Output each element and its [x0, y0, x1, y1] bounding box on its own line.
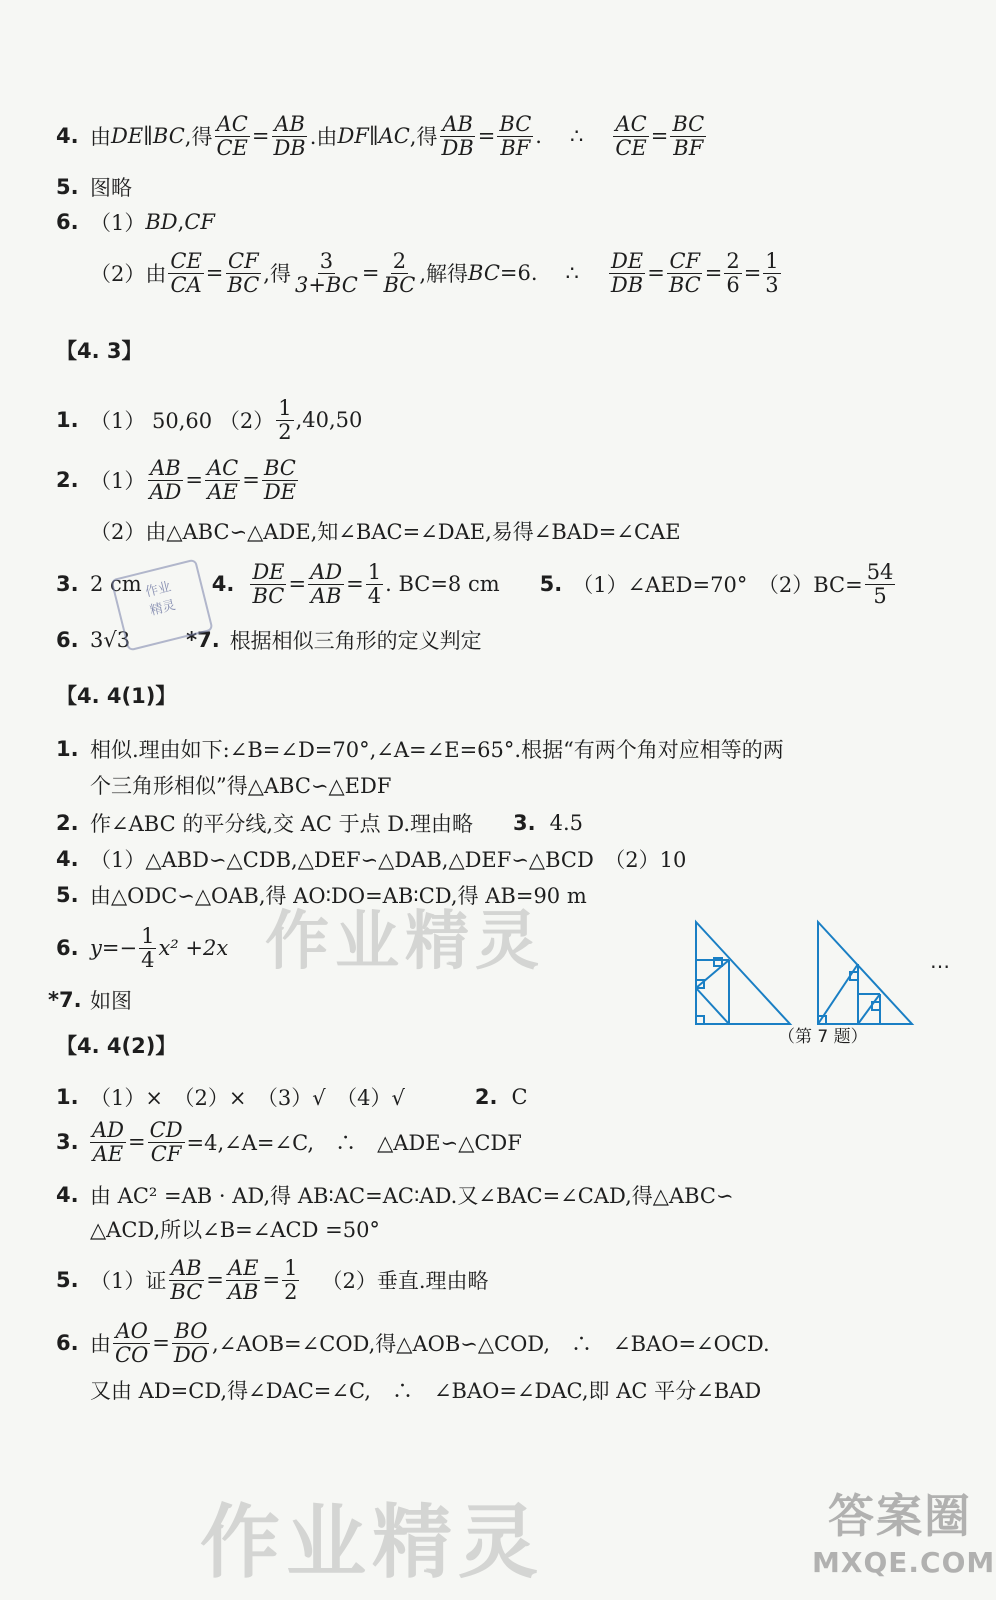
answer-text: 如图	[90, 989, 132, 1013]
equals: =	[128, 1130, 146, 1154]
fraction: $\frac{BO}{DO}$	[173, 1318, 208, 1367]
fraction: $\frac{1}{4}$	[141, 923, 155, 972]
text: AC	[378, 124, 410, 148]
text: ,40,50	[295, 408, 363, 432]
answer-b3-body	[90, 561, 897, 607]
fraction: $\frac{AB}{BC}$	[170, 1255, 203, 1304]
answer-text: （1）△ABD∽△CDB,△DEF∽△DAB,△DEF∽△BCD （2）10	[90, 848, 687, 872]
answer-text: （2）由△ABC∽△ADE,知∠BAC=∠DAE,易得∠BAD=∠CAE	[90, 520, 681, 544]
part-label: （1）	[90, 469, 146, 493]
fraction: $\frac{AE}{AB}$	[227, 1255, 259, 1304]
equals: =	[704, 261, 723, 285]
equals: =	[743, 261, 762, 285]
equals: =	[205, 261, 224, 285]
text: .	[535, 124, 542, 148]
item-number: 6.	[56, 628, 79, 652]
text: DF	[337, 124, 369, 148]
answer-text: △ACD,所以∠B=∠ACD =50°	[90, 1218, 380, 1242]
equals: =	[346, 572, 364, 596]
text: （1）证	[90, 1269, 167, 1293]
text: 4.5	[549, 811, 584, 835]
equals: =	[185, 468, 203, 492]
fraction: $\frac{CE}{CA}$	[170, 248, 202, 297]
text: ,∠AOB=∠COD,得△AOB∽△COD, ∴ ∠BAO=∠OCD.	[211, 1332, 770, 1356]
text: 由	[90, 1332, 111, 1356]
answer-c6-body	[90, 925, 228, 971]
fraction: $\frac{BC}{BF}$	[499, 111, 532, 160]
fraction: $\frac{1}{4}$	[367, 559, 382, 608]
answer-d5-body	[90, 1257, 489, 1303]
fraction: $\frac{54}{5}$	[866, 559, 894, 608]
section-heading: 【4. 3】	[56, 339, 143, 363]
text: DE	[111, 124, 144, 148]
item-number: 1.	[56, 737, 79, 761]
answer-c2-body	[90, 808, 583, 838]
fraction: $\frac{DE}{BC}$	[252, 559, 285, 608]
stamp-text: 作业	[143, 579, 173, 601]
answer-4-body	[90, 113, 708, 159]
answer-d6-body	[90, 1320, 770, 1366]
answer-b2-body	[90, 457, 300, 503]
text: C	[511, 1085, 528, 1109]
part-label: （2）	[90, 262, 146, 286]
text: ,得	[409, 125, 438, 149]
therefore-symbol: ∴	[569, 124, 584, 148]
item-number: 3.	[513, 811, 536, 835]
fraction: $\frac{CF}{BC}$	[227, 248, 260, 297]
item-number: 5.	[56, 175, 79, 199]
fraction: $\frac{CF}{BC}$	[668, 248, 701, 297]
text: CF	[184, 210, 215, 234]
item-number: 4.	[56, 1183, 79, 1207]
fraction: $\frac{AC}{AE}$	[207, 455, 239, 504]
equals: =	[152, 1331, 170, 1355]
fraction: $\frac{BC}{DE}$	[263, 455, 297, 504]
equals: =	[251, 124, 270, 148]
equals: =	[242, 468, 260, 492]
fraction: $\frac{AC}{CE}$	[216, 111, 248, 160]
text: ,得	[263, 262, 291, 286]
item-number: 4.	[56, 124, 79, 148]
fraction: $\frac{1}{2}$	[284, 1255, 298, 1304]
text: 2 cm	[90, 572, 142, 596]
fraction: $\frac{3}{3+BC}$	[294, 248, 358, 297]
equals: =	[650, 124, 669, 148]
text: 3√3	[90, 628, 131, 652]
fraction: $\frac{DE}{DB}$	[610, 248, 644, 297]
part-label: （1）	[90, 211, 146, 235]
item-number: 4.	[56, 847, 79, 871]
item-number: 4.	[211, 572, 235, 596]
answer-text: 个三角形相似”得△ABC∽△EDF	[90, 774, 392, 798]
text: =6.	[499, 261, 538, 285]
text: 由	[145, 262, 167, 286]
text: （1） 50,60 （2）	[90, 409, 275, 433]
therefore-symbol: ∴	[565, 261, 579, 285]
answer-6b-body	[90, 250, 783, 296]
text: y=−	[90, 936, 138, 960]
equals: =	[262, 1268, 281, 1292]
fraction: $\frac{AB}{DB}$	[441, 111, 474, 160]
equals: =	[647, 261, 665, 285]
text: ∥	[143, 124, 153, 148]
fraction: $\frac{AC}{CE}$	[615, 111, 647, 160]
item-number: 2.	[474, 1085, 498, 1109]
fraction: $\frac{2}{6}$	[726, 248, 740, 297]
answer-text: 相似.理由如下:∠B=∠D=70°,∠A=∠E=65°.根据“有两个角对应相等的两	[90, 738, 784, 762]
equals: =	[206, 1268, 224, 1292]
item-number: 1.	[56, 1085, 79, 1109]
fraction: $\frac{AD}{AE}$	[92, 1117, 125, 1166]
fraction: $\frac{BC}{BF}$	[672, 111, 705, 160]
fraction: $\frac{AB}{DB}$	[273, 111, 306, 160]
watermark-text: 作业精灵	[265, 905, 545, 979]
fraction: $\frac{1}{2}$	[278, 395, 292, 444]
equals: =	[288, 572, 307, 596]
text: 由	[90, 125, 111, 149]
text: 作∠ABC 的平分线,交 AC 于点 D.理由略	[90, 812, 474, 836]
text: BC	[468, 261, 500, 285]
text: =4,∠A=∠C, ∴ △ADE∽△CDF	[186, 1131, 522, 1155]
text: .由	[309, 125, 338, 149]
item-number: 6.	[56, 936, 79, 960]
brand-site: MXQE.COM	[812, 1546, 996, 1579]
equals: =	[477, 124, 496, 148]
item-number: 6.	[56, 210, 79, 234]
fraction: $\frac{AO}{CO}$	[115, 1318, 149, 1367]
answer-text: 图略	[90, 176, 132, 200]
fraction: $\frac{AD}{AB}$	[310, 559, 343, 608]
fraction: $\frac{CD}{CF}$	[149, 1117, 183, 1166]
text: （1）∠AED=70° （2）BC=	[572, 573, 863, 597]
item-number: 6.	[56, 1331, 79, 1355]
equals: =	[361, 261, 380, 285]
answer-b1-body	[90, 397, 362, 443]
item-number: 2.	[56, 468, 79, 492]
text: x² +2x	[158, 936, 229, 960]
answer-text: 又由 AD=CD,得∠DAC=∠C, ∴ ∠BAO=∠DAC,即 AC 平分∠BAD	[90, 1379, 762, 1403]
answer-6-body	[90, 207, 215, 237]
item-number: 5.	[56, 1268, 79, 1292]
answer-d3-body	[88, 1119, 522, 1165]
answer-text: 由 AC² =AB · AD,得 AB∶AC=AC∶AD.又∠BAC=∠CAD,得△ABC∽	[90, 1184, 734, 1208]
figure-question-7	[694, 918, 964, 1030]
brand-text: 答案圈	[828, 1489, 972, 1543]
text: ∥	[368, 124, 379, 148]
text: 根据相似三角形的定义判定	[229, 629, 482, 653]
item-number: 3.	[56, 1130, 79, 1154]
item-number: 5.	[56, 883, 79, 907]
fraction: $\frac{AB}{AD}$	[149, 455, 182, 504]
answer-text: 由△ODC∽△OAB,得 AO∶DO=AB∶CD,得 AB=90 m	[90, 884, 587, 908]
text: ,	[177, 210, 185, 234]
item-number: 1.	[56, 408, 79, 432]
section-heading: 【4. 4(2)】	[56, 1034, 177, 1058]
section-heading: 【4. 4(1)】	[56, 684, 177, 708]
fraction: $\frac{2}{BC}$	[383, 248, 416, 297]
text: ,解得	[419, 262, 469, 286]
answer-d1-body	[90, 1082, 528, 1112]
text: BD	[145, 210, 178, 234]
text: （2）垂直.理由略	[321, 1269, 489, 1293]
stamp-text: 精灵	[148, 597, 178, 619]
text: BC	[152, 124, 185, 148]
figure-ellipsis: …	[930, 949, 950, 973]
item-number: *7.	[186, 628, 220, 652]
text: （1）× （2）× （3）√ （4）√	[90, 1086, 405, 1110]
item-number: 3.	[56, 572, 79, 596]
text: . BC=8 cm	[385, 572, 500, 596]
brand-logo	[812, 1480, 996, 1588]
figure-caption: （第 7 题）	[778, 1027, 868, 1047]
fraction: $\frac{1}{3}$	[765, 248, 779, 297]
item-number: 5.	[539, 572, 563, 596]
item-number: 2.	[56, 811, 79, 835]
item-number: *7.	[48, 988, 82, 1012]
watermark-text: 作业精灵	[200, 1496, 544, 1589]
text: ,得	[184, 125, 213, 149]
